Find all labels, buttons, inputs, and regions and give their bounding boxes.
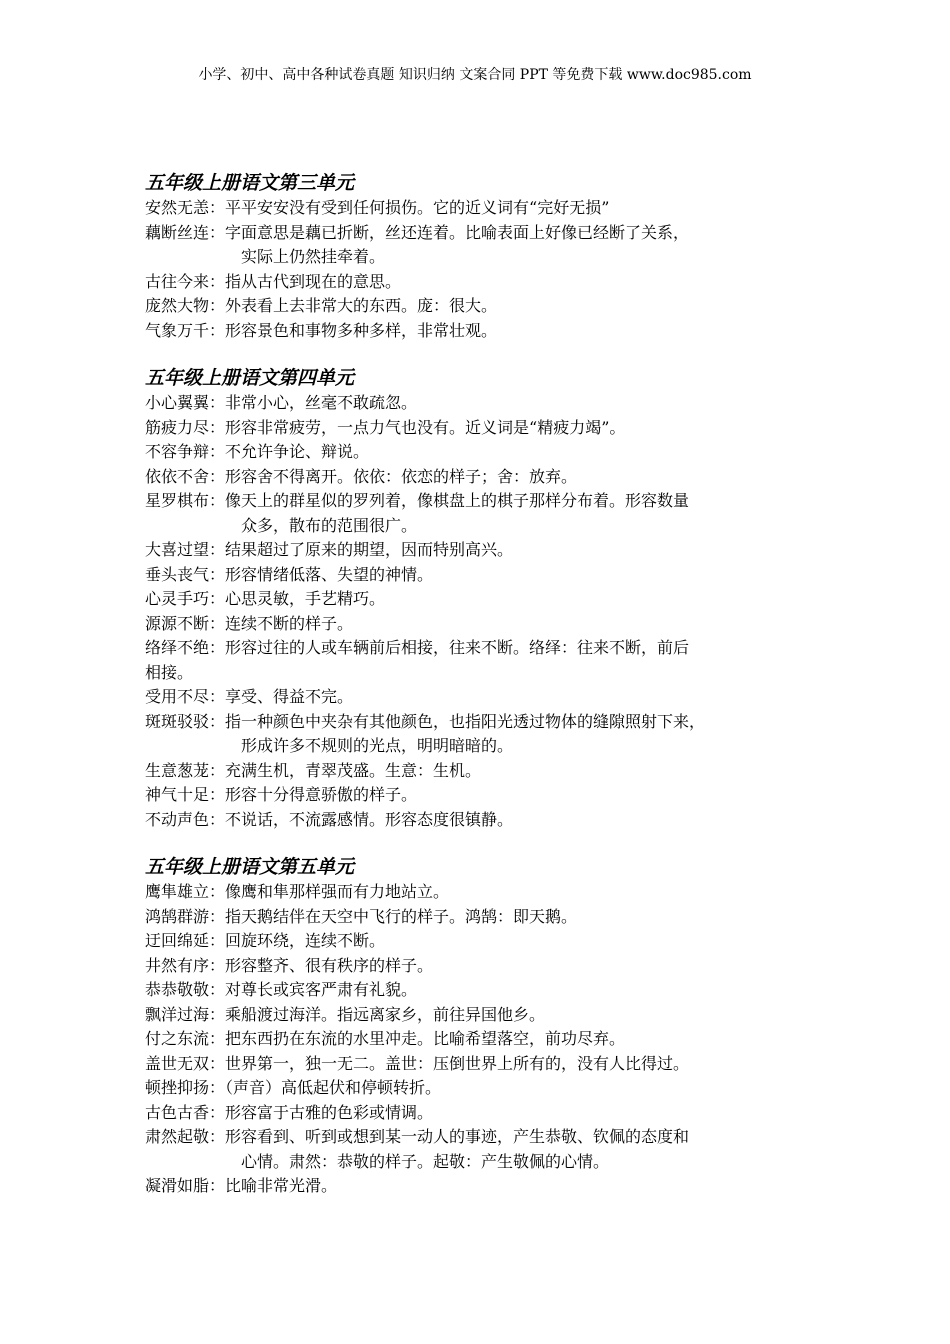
entry-term: 大喜过望： [145,540,226,559]
page-header: 小学、初中、高中各种试卷真题 知识归纳 文案合同 PPT 等免费下载 www.doc985.com [198,67,752,83]
entry-continuation: 形成许多不规则的光点，明明暗暗的。 [241,736,514,755]
entry-term: 小心翼翼： [145,393,226,412]
section-title: 五年级上册语文第四单元 [145,367,355,389]
section-unit-3 [145,170,835,343]
entry-definition: 连续不断的样子。 [225,613,354,633]
entry [145,587,835,612]
entry [145,978,835,1003]
entry-definition: 形容整齐、很有秩序的样子。 [225,955,434,975]
entry-term: 庞然大物： [145,296,226,315]
entry-term: 星罗棋布： [145,491,226,510]
entry [145,1027,835,1052]
section-unit-4 [145,365,835,832]
entry [145,1125,835,1150]
entry [145,221,835,246]
entry [145,270,835,295]
entry-definition: 把东西扔在东流的水里冲走。比喻希望落空，前功尽弃。 [225,1029,626,1048]
entry [145,783,835,808]
entry [145,465,835,490]
entry-continuation: 实际上仍然挂牵着。 [241,247,386,266]
entry-term: 古往今来： [145,271,226,291]
entry-definition: 形容情绪低落、失望的神情。 [225,564,434,584]
entry-wrap: 相接。 [145,662,194,682]
entry-definition: 指从古代到现在的意思。 [225,271,402,291]
entry [145,416,835,441]
entry-definition: 享受、得益不完。 [225,687,354,706]
entry-definition: 字面意思是藕已折断，丝还连着。比喻表面上好像已经断了关系， [225,222,690,242]
entry-term: 鸿鹄群游： [145,906,226,926]
entry-term: 心灵手巧： [145,589,226,608]
entry [145,489,835,514]
entry [145,1076,835,1101]
entry-definition: 回旋环绕，连续不断。 [225,931,386,950]
entry [145,710,835,735]
section-unit-5 [145,854,835,1199]
entry [145,880,835,905]
entry-definition: 世界第一，独一无二。盖世：压倒世界上所有的，没有人比得过。 [225,1053,690,1073]
entry [145,905,835,930]
entry-definition: 对尊长或宾客严肃有礼貌。 [225,980,418,999]
entry-term: 鹰隼雄立： [145,882,226,901]
entry-definition: 形容看到、听到或想到某一动人的事迹，产生恭敬、钦佩的态度和 [225,1127,690,1146]
section-title: 五年级上册语文第五单元 [145,856,355,878]
entry-definition: 平平安安没有受到任何损伤。它的近义词有“完好无损” [225,198,610,217]
section-title: 五年级上册语文第三单元 [145,172,355,194]
entry [145,612,835,637]
entry [145,808,835,833]
entry-term: 飘洋过海： [145,1004,226,1024]
entry-continuation: 众多，散布的范围很广。 [241,515,418,535]
entry-term: 盖世无双： [145,1053,226,1073]
entry-term: 依依不舍： [145,466,226,486]
entry-definition: 像鹰和隼那样强而有力地站立。 [225,882,450,901]
entry-term: 恭恭敬敬： [145,980,226,999]
entry-definition: （声音）高低起伏和停顿转折。 [225,1078,442,1097]
entry-definition: 指一种颜色中夹杂有其他颜色，也指阳光透过物体的缝隙照射下来， [225,711,706,731]
entry [145,685,835,710]
entry-definition: 形容景色和事物多种多样，非常壮观。 [225,320,498,340]
entry-term: 井然有序： [145,955,226,975]
entry-definition: 不说话，不流露感情。形容态度很镇静。 [225,809,514,829]
entry-term: 神气十足： [145,785,226,804]
entry-term: 不动声色： [145,809,226,829]
entry-term: 络绎不绝： [145,638,226,657]
entry-term: 源源不断： [145,613,226,633]
entry-definition: 比喻非常光滑。 [225,1176,338,1195]
entry-term: 生意葱茏： [145,760,226,780]
entry [145,440,835,465]
entry [145,196,835,221]
entry-definition: 形容富于古雅的色彩或情调。 [225,1102,434,1122]
entry [145,759,835,784]
entry-definition: 形容舍不得离开。依依：依恋的样子；舍：放弃。 [225,466,578,486]
entry-term: 付之东流： [145,1029,226,1048]
entry-term: 肃然起敬： [145,1127,226,1146]
entry-term: 气象万千： [145,320,226,340]
entry-definition: 结果超过了原来的期望，因而特别高兴。 [225,540,514,559]
entry-term: 筋疲力尽： [145,417,226,437]
document-body [145,170,835,1221]
entry-definition: 形容十分得意骄傲的样子。 [225,785,418,804]
entry-definition: 非常小心，丝毫不敢疏忽。 [225,393,418,412]
entry [145,391,835,416]
entry [145,294,835,319]
entry [145,636,835,661]
entry [145,929,835,954]
entry [145,538,835,563]
entry-term: 顿挫抑扬： [145,1078,226,1097]
entry-term: 安然无恙： [145,198,226,217]
entry-term: 斑斑驳驳： [145,711,226,731]
entry [145,563,835,588]
entry [145,1003,835,1028]
entry-definition: 像天上的群星似的罗列着，像棋盘上的棋子那样分布着。形容数量 [225,491,690,510]
entry-definition: 乘船渡过海洋。指远离家乡，前往异国他乡。 [225,1004,546,1024]
entry-continuation: 心情。肃然：恭敬的样子。起敬：产生敬佩的心情。 [241,1151,610,1171]
entry-definition: 指天鹅结伴在天空中飞行的样子。鸿鹄：即天鹅。 [225,906,578,926]
entry-term: 凝滑如脂： [145,1176,226,1195]
entry-definition: 不允许争论、辩说。 [225,442,370,461]
entry [145,1101,835,1126]
entry [145,1052,835,1077]
entry-term: 迂回绵延： [145,931,226,950]
entry-definition: 充满生机，青翠茂盛。生意：生机。 [225,760,482,780]
entry-term: 受用不尽： [145,687,226,706]
entry-term: 藕断丝连： [145,222,226,242]
entry-definition: 心思灵敏，手艺精巧。 [225,589,386,608]
entry [145,319,835,344]
entry [145,954,835,979]
entry-definition: 形容非常疲劳，一点力气也没有。近义词是“精疲力竭”。 [225,417,626,437]
entry [145,1174,835,1199]
entry-term: 不容争辩： [145,442,226,461]
entry-term: 古色古香： [145,1102,226,1122]
entry-definition: 形容过往的人或车辆前后相接，往来不断。络绎：往来不断，前后 [225,638,690,657]
entry-definition: 外表看上去非常大的东西。庞：很大。 [225,296,498,315]
entry-term: 垂头丧气： [145,564,226,584]
